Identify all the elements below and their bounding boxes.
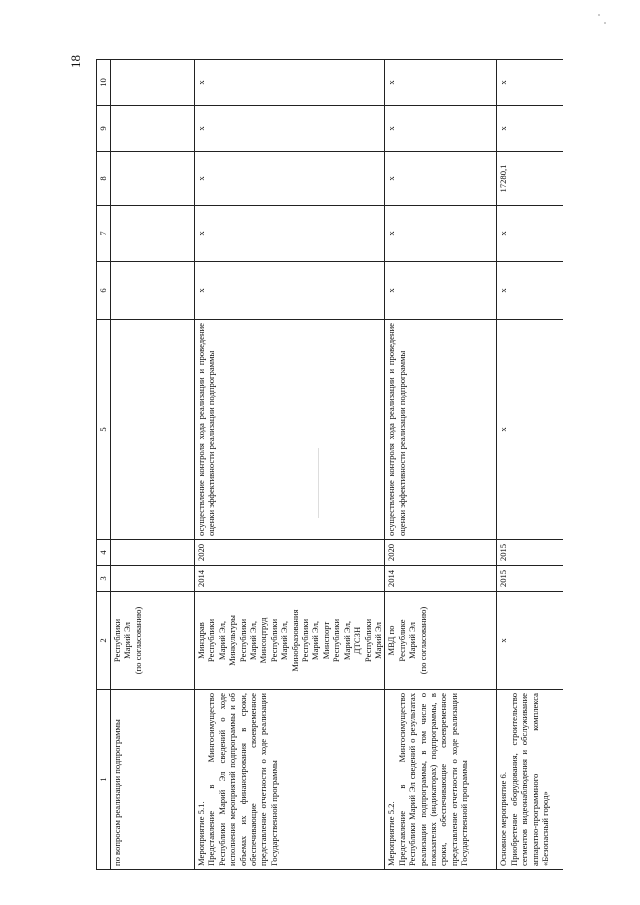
value-cell: x [195, 206, 385, 262]
value-cell [111, 262, 195, 320]
value-cell [111, 206, 195, 262]
start-year-cell: 2015 [497, 566, 563, 592]
activity-cell: Мероприятие 5.1. Представление в Мингосимущество Республики Марий Эл сведений о ходе исполнения мероприятий подпрограммы и об объемах их финансирования в сроки, обеспечивающие своевременное представление отчетности о ходе реализации Государственной программы [195, 690, 385, 870]
executor-cell: Республики Марий Эл (по согласованию) [111, 592, 195, 690]
column-number: 10 [97, 60, 111, 106]
table-row [385, 60, 497, 870]
column-number: 7 [97, 206, 111, 262]
value-cell: x [195, 152, 385, 206]
end-year-cell: 2015 [497, 540, 563, 566]
column-number: 4 [97, 540, 111, 566]
value-cell: x [497, 106, 563, 152]
scan-speck [604, 22, 606, 24]
scan-speck [598, 14, 600, 16]
value-cell: x [497, 60, 563, 106]
table-row [497, 60, 563, 870]
start-year-cell: 2014 [195, 566, 385, 592]
result-cell: осуществление контроля хода реализации и проведение оценки эффективности реализации подпрограммы [385, 320, 497, 540]
activity-cell: Основное мероприятие 6. Приобретение оборудования, строительство сегментов видеонаблюдения и обслуживание аппаратно-программного комплекса «Безопасный город» [497, 690, 563, 870]
executor-cell: x [497, 592, 563, 690]
result-cell [111, 320, 195, 540]
value-cell: x [385, 60, 497, 106]
result-cell: x [497, 320, 563, 540]
value-cell [111, 60, 195, 106]
end-year-cell: 2020 [195, 540, 385, 566]
value-cell: x [385, 152, 497, 206]
value-cell: x [385, 206, 497, 262]
value-cell: x [385, 262, 497, 320]
column-number: 2 [97, 592, 111, 690]
end-year-cell: 2020 [385, 540, 497, 566]
column-number: 6 [97, 262, 111, 320]
rotated-table-sheet [96, 60, 550, 870]
value-cell [111, 106, 195, 152]
result-cell: осуществление контроля хода реализации и проведение оценки эффективности реализации подпрограммы [195, 320, 385, 540]
start-year-cell [111, 566, 195, 592]
column-number: 5 [97, 320, 111, 540]
table-row [111, 60, 195, 870]
value-cell: x [195, 60, 385, 106]
start-year-cell: 2014 [385, 566, 497, 592]
column-number: 3 [97, 566, 111, 592]
value-cell [111, 152, 195, 206]
end-year-cell [111, 540, 195, 566]
column-number: 8 [97, 152, 111, 206]
value-cell: x [195, 262, 385, 320]
table-row [195, 60, 385, 870]
measures-table [96, 59, 563, 870]
executor-cell: Минздрав Республики Марий Эл, Минкультуры Республики Марий Эл, Минсоцтруд Республики Марий Эл, Минобразования Республики Марий Эл, Минспорт Республики Марий Эл, ДТСЗН Республики Марий Эл [195, 592, 385, 690]
activity-cell: по вопросам реализации подпрограммы [111, 690, 195, 870]
column-number: 1 [97, 690, 111, 870]
value-cell: x [497, 206, 563, 262]
value-cell: x [497, 262, 563, 320]
column-number: 9 [97, 106, 111, 152]
value-cell: x [195, 106, 385, 152]
value-cell: 17280,1 [497, 152, 563, 206]
value-cell: x [385, 106, 497, 152]
executor-cell: МВД по Республике Марий Эл (по согласованию) [385, 592, 497, 690]
page-number: 18 [68, 55, 83, 68]
activity-cell: Мероприятие 5.2. Представление в Мингосимущество Республики Марий Эл сведений о результатах реализации подпрограммы, в том числе о показателях (индикаторах) подпрограммы, в сроки, обеспечивающие своевременное представление отчетности о ходе реализации Государственной программы [385, 690, 497, 870]
column-number-row [97, 60, 111, 870]
